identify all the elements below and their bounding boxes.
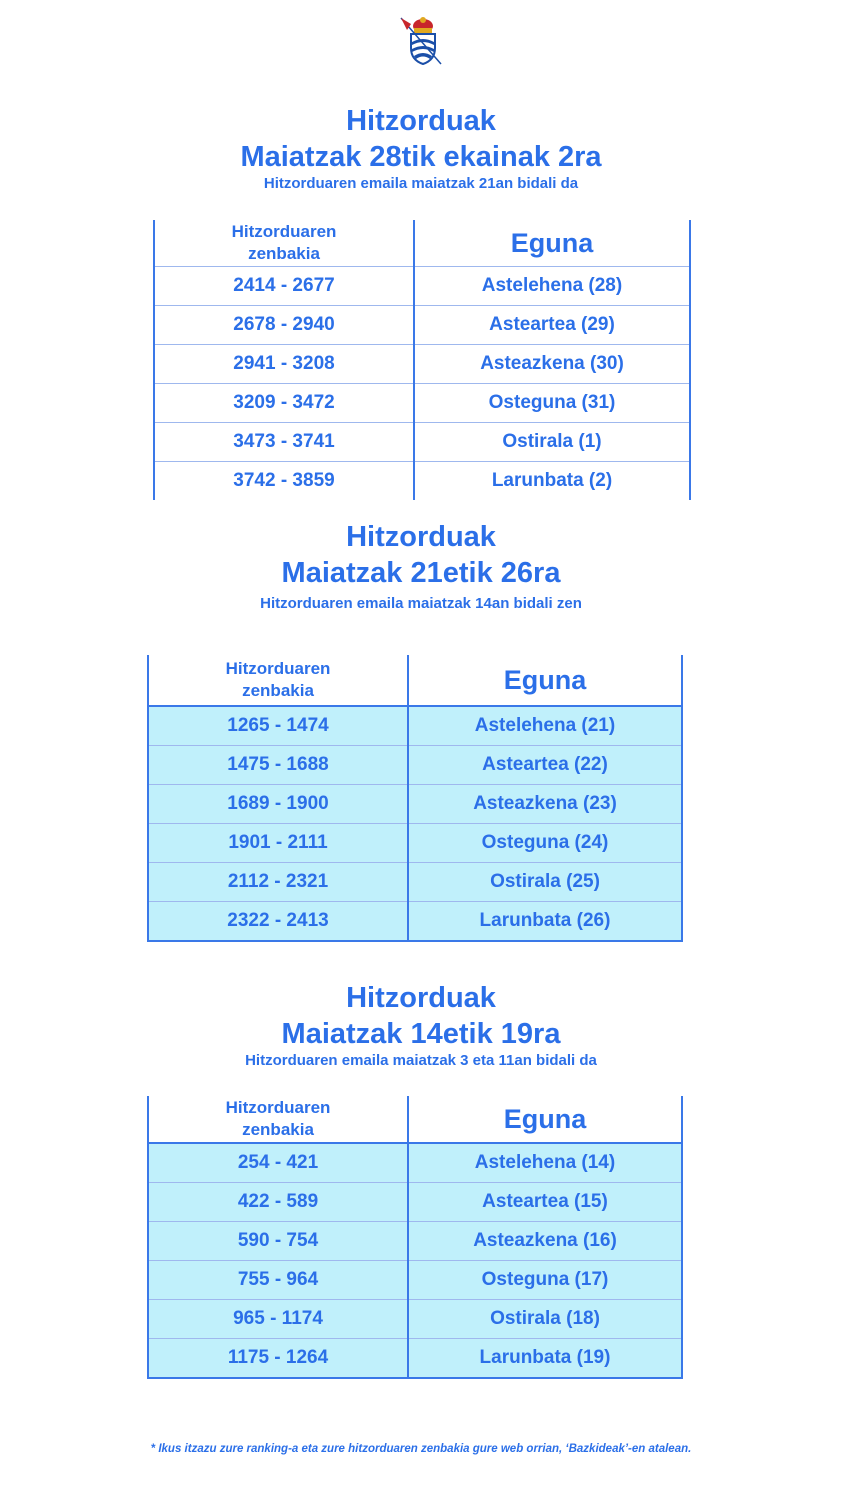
day-cell: Osteguna (31) (414, 384, 690, 423)
section-note: Hitzorduaren emaila maiatzak 14an bidali zen (260, 595, 582, 612)
day-cell: Osteguna (24) (408, 824, 682, 863)
range-cell: 2414 - 2677 (154, 267, 414, 306)
range-cell: 1689 - 1900 (148, 785, 408, 824)
table-row (154, 306, 690, 345)
footnote: * Ikus itzazu zure ranking-a eta zure hitzorduaren zenbakia gure web orrian, ‘Bazkideak’-en atalean. (150, 1443, 692, 1455)
section-dates: Maiatzak 21etik 26ra (281, 557, 561, 589)
header-number: Hitzorduaren zenbakia (148, 655, 408, 706)
range-cell: 3209 - 3472 (154, 384, 414, 423)
range-cell: 422 - 589 (148, 1183, 408, 1222)
day-cell: Asteartea (29) (414, 306, 690, 345)
table-row (148, 1261, 682, 1300)
appointments-table-2 (147, 655, 683, 942)
table-row (148, 824, 682, 863)
day-cell: Ostirala (1) (414, 423, 690, 462)
range-cell: 755 - 964 (148, 1261, 408, 1300)
table-row (148, 902, 682, 942)
range-cell: 3742 - 3859 (154, 462, 414, 501)
section-dates: Maiatzak 14etik 19ra (281, 1018, 561, 1050)
crest-icon (397, 14, 445, 66)
header-day: Eguna (408, 1096, 682, 1143)
day-cell: Asteartea (22) (408, 746, 682, 785)
day-cell: Astelehena (14) (408, 1143, 682, 1183)
day-cell: Astelehena (21) (408, 706, 682, 746)
day-cell: Ostirala (25) (408, 863, 682, 902)
header-number: Hitzorduaren zenbakia (154, 220, 414, 267)
section-title: Hitzorduak (346, 982, 496, 1014)
table-row (148, 785, 682, 824)
table-row (154, 462, 690, 501)
day-cell: Osteguna (17) (408, 1261, 682, 1300)
header-day: Eguna (414, 220, 690, 267)
range-cell: 1901 - 2111 (148, 824, 408, 863)
section-title: Hitzorduak (346, 105, 496, 137)
table-row (148, 863, 682, 902)
range-cell: 2112 - 2321 (148, 863, 408, 902)
range-cell: 254 - 421 (148, 1143, 408, 1183)
section-note: Hitzorduaren emaila maiatzak 3 eta 11an bidali da (245, 1052, 597, 1069)
appointments-table-3 (147, 1096, 683, 1379)
header-number: Hitzorduaren zenbakia (148, 1096, 408, 1143)
table-header (154, 220, 690, 267)
table-row (154, 345, 690, 384)
club-crest-logo (397, 14, 445, 66)
table-row (148, 1143, 682, 1183)
range-cell: 590 - 754 (148, 1222, 408, 1261)
section-title: Hitzorduak (346, 521, 496, 553)
range-cell: 2678 - 2940 (154, 306, 414, 345)
appointments-table-1 (153, 220, 691, 500)
table-header (148, 1096, 682, 1143)
table-row (148, 1300, 682, 1339)
table-row (148, 1222, 682, 1261)
table-row (148, 706, 682, 746)
header-day: Eguna (408, 655, 682, 706)
range-cell: 1175 - 1264 (148, 1339, 408, 1379)
day-cell: Larunbata (2) (414, 462, 690, 501)
section-dates: Maiatzak 28tik ekainak 2ra (240, 141, 602, 173)
section-note: Hitzorduaren emaila maiatzak 21an bidali da (263, 175, 579, 192)
table-row (154, 384, 690, 423)
day-cell: Astelehena (28) (414, 267, 690, 306)
day-cell: Larunbata (26) (408, 902, 682, 942)
table-row (154, 423, 690, 462)
day-cell: Larunbata (19) (408, 1339, 682, 1379)
day-cell: Asteazkena (30) (414, 345, 690, 384)
day-cell: Asteazkena (23) (408, 785, 682, 824)
range-cell: 965 - 1174 (148, 1300, 408, 1339)
section-1-heading (0, 103, 842, 193)
day-cell: Asteazkena (16) (408, 1222, 682, 1261)
day-cell: Ostirala (18) (408, 1300, 682, 1339)
table-row (148, 1339, 682, 1379)
range-cell: 1475 - 1688 (148, 746, 408, 785)
table-row (148, 1183, 682, 1222)
table-row (148, 746, 682, 785)
section-2-heading (0, 519, 842, 613)
range-cell: 2322 - 2413 (148, 902, 408, 942)
range-cell: 2941 - 3208 (154, 345, 414, 384)
day-cell: Asteartea (15) (408, 1183, 682, 1222)
range-cell: 3473 - 3741 (154, 423, 414, 462)
section-3-heading (0, 980, 842, 1070)
table-row (154, 267, 690, 306)
range-cell: 1265 - 1474 (148, 706, 408, 746)
table-header (148, 655, 682, 706)
